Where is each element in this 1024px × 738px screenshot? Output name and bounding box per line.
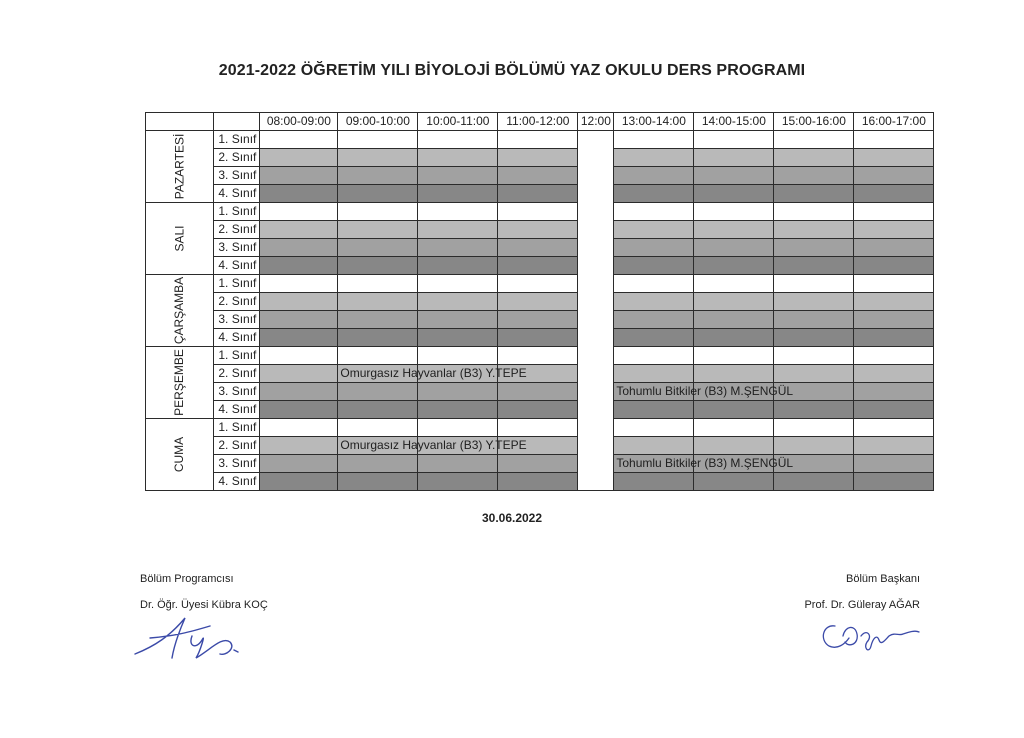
day-label	[146, 419, 214, 491]
day-label-text: SALI	[172, 225, 187, 252]
schedule-cell	[418, 185, 498, 203]
schedule-row	[146, 293, 934, 311]
class-label: 3. Sınıf	[214, 383, 260, 401]
schedule-cell	[854, 473, 934, 491]
schedule-cell	[854, 185, 934, 203]
schedule-cell	[338, 401, 418, 419]
schedule-cell	[774, 347, 854, 365]
schedule-cell	[854, 437, 934, 455]
schedule-cell	[260, 347, 338, 365]
schedule-cell	[854, 401, 934, 419]
schedule-cell	[260, 455, 338, 473]
day-label	[146, 347, 214, 419]
schedule-cell	[854, 419, 934, 437]
right-signatory-role: Bölüm Başkanı	[846, 573, 920, 585]
schedule-cell	[614, 203, 694, 221]
class-label: 2. Sınıf	[214, 437, 260, 455]
time-slot-header: 10:00-11:00	[418, 113, 498, 131]
schedule-cell	[694, 293, 774, 311]
schedule-cell	[418, 455, 498, 473]
lesson-text: Omurgasız Hayvanlar (B3) Y.TEPE	[340, 366, 527, 380]
schedule-cell	[774, 419, 854, 437]
schedule-cell	[260, 365, 338, 383]
schedule-cell	[614, 311, 694, 329]
schedule-row	[146, 203, 934, 221]
schedule-cell	[694, 401, 774, 419]
schedule-cell	[694, 131, 774, 149]
schedule-cell	[854, 275, 934, 293]
schedule-cell	[498, 347, 578, 365]
schedule-cell	[774, 365, 854, 383]
class-label: 3. Sınıf	[214, 455, 260, 473]
class-label: 3. Sınıf	[214, 239, 260, 257]
schedule-cell	[260, 383, 338, 401]
day-label-text: CUMA	[172, 436, 187, 473]
schedule-cell	[498, 419, 578, 437]
schedule-cell	[418, 167, 498, 185]
schedule-cell	[498, 311, 578, 329]
day-label-text: PAZARTESİ	[172, 133, 187, 200]
schedule-cell	[694, 329, 774, 347]
schedule-cell	[338, 131, 418, 149]
right-signature	[815, 614, 925, 660]
schedule-cell	[614, 383, 794, 401]
schedule-cell	[614, 275, 694, 293]
schedule-cell	[498, 221, 578, 239]
schedule-cell	[260, 419, 338, 437]
schedule-row	[146, 239, 934, 257]
schedule-row	[146, 275, 934, 293]
schedule-cell	[338, 383, 418, 401]
time-slot-header: 11:00-12:00	[498, 113, 578, 131]
schedule-cell	[338, 455, 418, 473]
time-slot-header: 16:00-17:00	[854, 113, 934, 131]
schedule-cell	[774, 221, 854, 239]
schedule-cell	[694, 185, 774, 203]
schedule-cell	[774, 293, 854, 311]
schedule-cell	[614, 221, 694, 239]
schedule-cell	[498, 383, 578, 401]
left-signatory-role: Bölüm Programcısı	[140, 573, 234, 585]
schedule-cell	[854, 365, 934, 383]
schedule-cell	[418, 239, 498, 257]
schedule-cell	[498, 329, 578, 347]
class-label: 1. Sınıf	[214, 131, 260, 149]
schedule-cell	[614, 455, 794, 473]
schedule-cell	[260, 275, 338, 293]
schedule-cell	[614, 401, 694, 419]
day-label-text: ÇARŞAMBA	[172, 276, 187, 345]
schedule-cell	[418, 203, 498, 221]
schedule-cell	[418, 221, 498, 239]
corner-cell	[214, 113, 260, 131]
schedule-cell	[338, 347, 418, 365]
schedule-cell	[498, 185, 578, 203]
class-label: 4. Sınıf	[214, 257, 260, 275]
schedule-cell	[774, 131, 854, 149]
schedule-cell	[498, 203, 578, 221]
schedule-cell	[774, 203, 854, 221]
schedule-table	[145, 112, 934, 491]
schedule-cell	[854, 167, 934, 185]
class-label: 1. Sınıf	[214, 275, 260, 293]
schedule-cell	[694, 365, 774, 383]
schedule-cell	[854, 203, 934, 221]
class-label: 2. Sınıf	[214, 365, 260, 383]
schedule-row	[146, 419, 934, 437]
schedule-row	[146, 383, 934, 401]
schedule-cell	[498, 131, 578, 149]
schedule-cell	[854, 347, 934, 365]
schedule-cell	[338, 203, 418, 221]
class-label: 2. Sınıf	[214, 293, 260, 311]
schedule-cell	[418, 473, 498, 491]
schedule-cell	[260, 311, 338, 329]
schedule-cell	[418, 131, 498, 149]
schedule-cell	[614, 437, 694, 455]
schedule-cell	[498, 401, 578, 419]
lesson-text: Tohumlu Bitkiler (B3) M.ŞENGÜL	[616, 384, 794, 398]
schedule-row	[146, 329, 934, 347]
schedule-cell	[614, 185, 694, 203]
time-slot-header: 13:00-14:00	[614, 113, 694, 131]
schedule-cell	[498, 473, 578, 491]
schedule-cell	[338, 293, 418, 311]
left-signature	[130, 606, 250, 666]
schedule-cell	[774, 149, 854, 167]
time-slot-header: 08:00-09:00	[260, 113, 338, 131]
schedule-cell	[418, 383, 498, 401]
schedule-cell	[694, 437, 774, 455]
page-title: 2021-2022 ÖĞRETİM YILI BİYOLOJİ BÖLÜMÜ YAZ OKULU DERS PROGRAMI	[218, 62, 806, 79]
schedule-cell	[418, 275, 498, 293]
class-label: 4. Sınıf	[214, 329, 260, 347]
time-slot-header: 15:00-16:00	[774, 113, 854, 131]
schedule-row	[146, 311, 934, 329]
schedule-cell	[694, 473, 774, 491]
schedule-cell	[260, 221, 338, 239]
schedule-cell	[854, 383, 934, 401]
schedule-cell	[854, 257, 934, 275]
class-label: 1. Sınıf	[214, 347, 260, 365]
schedule-cell	[854, 293, 934, 311]
schedule-row	[146, 473, 934, 491]
schedule-cell	[418, 293, 498, 311]
schedule-row	[146, 365, 934, 383]
schedule-cell	[774, 473, 854, 491]
schedule-cell	[338, 185, 418, 203]
schedule-cell	[854, 131, 934, 149]
schedule-cell	[260, 131, 338, 149]
schedule-cell	[338, 167, 418, 185]
schedule-cell	[418, 329, 498, 347]
schedule-cell	[694, 311, 774, 329]
schedule-cell	[260, 167, 338, 185]
schedule-cell	[854, 221, 934, 239]
schedule-cell	[498, 257, 578, 275]
schedule-cell	[338, 419, 418, 437]
schedule-row	[146, 185, 934, 203]
schedule-cell	[418, 347, 498, 365]
schedule-cell	[260, 239, 338, 257]
schedule-cell	[854, 149, 934, 167]
class-label: 4. Sınıf	[214, 473, 260, 491]
right-signatory	[804, 566, 920, 618]
schedule-cell	[418, 257, 498, 275]
header-row	[146, 113, 934, 131]
schedule-cell	[498, 239, 578, 257]
lesson-text: Tohumlu Bitkiler (B3) M.ŞENGÜL	[616, 456, 794, 470]
class-label: 4. Sınıf	[214, 185, 260, 203]
schedule-cell	[614, 131, 694, 149]
time-slot-header: 09:00-10:00	[338, 113, 418, 131]
schedule-row	[146, 167, 934, 185]
schedule-cell	[338, 473, 418, 491]
schedule-cell	[614, 149, 694, 167]
schedule-cell	[338, 365, 527, 383]
schedule-cell	[774, 185, 854, 203]
schedule-row	[146, 347, 934, 365]
schedule-cell	[498, 455, 578, 473]
schedule-cell	[260, 401, 338, 419]
schedule-cell	[694, 167, 774, 185]
schedule-cell	[614, 257, 694, 275]
day-label	[146, 203, 214, 275]
schedule-cell	[260, 149, 338, 167]
schedule-row	[146, 455, 934, 473]
schedule-cell	[338, 311, 418, 329]
schedule-cell	[498, 167, 578, 185]
schedule-cell	[854, 311, 934, 329]
corner-cell	[146, 113, 214, 131]
time-slot-header: 12:00	[578, 113, 614, 131]
schedule-cell	[260, 257, 338, 275]
schedule-cell	[418, 311, 498, 329]
schedule-cell	[338, 239, 418, 257]
schedule-cell	[260, 437, 338, 455]
time-slot-header: 14:00-15:00	[694, 113, 774, 131]
schedule-cell	[260, 185, 338, 203]
schedule-cell	[774, 167, 854, 185]
schedule-cell	[338, 149, 418, 167]
schedule-cell	[338, 257, 418, 275]
schedule-cell	[694, 203, 774, 221]
schedule-cell	[498, 149, 578, 167]
document-date: 30.06.2022	[481, 511, 543, 525]
class-label: 2. Sınıf	[214, 221, 260, 239]
day-label-text: PERŞEMBE	[172, 349, 187, 416]
day-label	[146, 275, 214, 347]
schedule-row	[146, 221, 934, 239]
schedule-row	[146, 257, 934, 275]
schedule-cell	[774, 239, 854, 257]
lesson-text: Omurgasız Hayvanlar (B3) Y.TEPE	[340, 438, 527, 452]
schedule-cell	[614, 167, 694, 185]
schedule-row	[146, 437, 934, 455]
schedule-cell	[614, 347, 694, 365]
schedule-cell	[614, 293, 694, 311]
schedule-cell	[694, 275, 774, 293]
schedule-cell	[854, 455, 934, 473]
lunch-break-column	[578, 131, 614, 491]
schedule-cell	[774, 437, 854, 455]
schedule-cell	[614, 329, 694, 347]
schedule-cell	[614, 365, 694, 383]
schedule-cell	[774, 401, 854, 419]
left-signatory-name: Dr. Öğr. Üyesi Kübra KOÇ	[140, 599, 268, 611]
schedule-row	[146, 149, 934, 167]
schedule-cell	[338, 329, 418, 347]
schedule-cell	[854, 329, 934, 347]
schedule-cell	[694, 257, 774, 275]
schedule-row	[146, 131, 934, 149]
schedule-cell	[418, 401, 498, 419]
class-label: 1. Sınıf	[214, 419, 260, 437]
schedule-cell	[260, 293, 338, 311]
schedule-cell	[418, 419, 498, 437]
schedule-cell	[694, 239, 774, 257]
schedule-cell	[338, 275, 418, 293]
schedule-cell	[694, 347, 774, 365]
schedule-cell	[260, 473, 338, 491]
class-label: 1. Sınıf	[214, 203, 260, 221]
class-label: 3. Sınıf	[214, 167, 260, 185]
class-label: 4. Sınıf	[214, 401, 260, 419]
schedule-cell	[854, 239, 934, 257]
schedule-cell	[614, 473, 694, 491]
schedule-cell	[694, 419, 774, 437]
schedule-cell	[694, 149, 774, 167]
schedule-row	[146, 401, 934, 419]
right-signatory-name: Prof. Dr. Güleray AĞAR	[804, 599, 920, 611]
schedule-cell	[418, 149, 498, 167]
schedule-cell	[774, 329, 854, 347]
schedule-cell	[338, 221, 418, 239]
schedule-cell	[338, 437, 527, 455]
schedule-cell	[614, 239, 694, 257]
schedule-cell	[614, 419, 694, 437]
schedule-cell	[498, 293, 578, 311]
schedule-cell	[774, 311, 854, 329]
schedule-cell	[774, 257, 854, 275]
schedule-cell	[260, 203, 338, 221]
schedule-cell	[774, 275, 854, 293]
schedule-cell	[260, 329, 338, 347]
class-label: 2. Sınıf	[214, 149, 260, 167]
schedule-cell	[694, 221, 774, 239]
class-label: 3. Sınıf	[214, 311, 260, 329]
schedule-cell	[498, 275, 578, 293]
day-label	[146, 131, 214, 203]
